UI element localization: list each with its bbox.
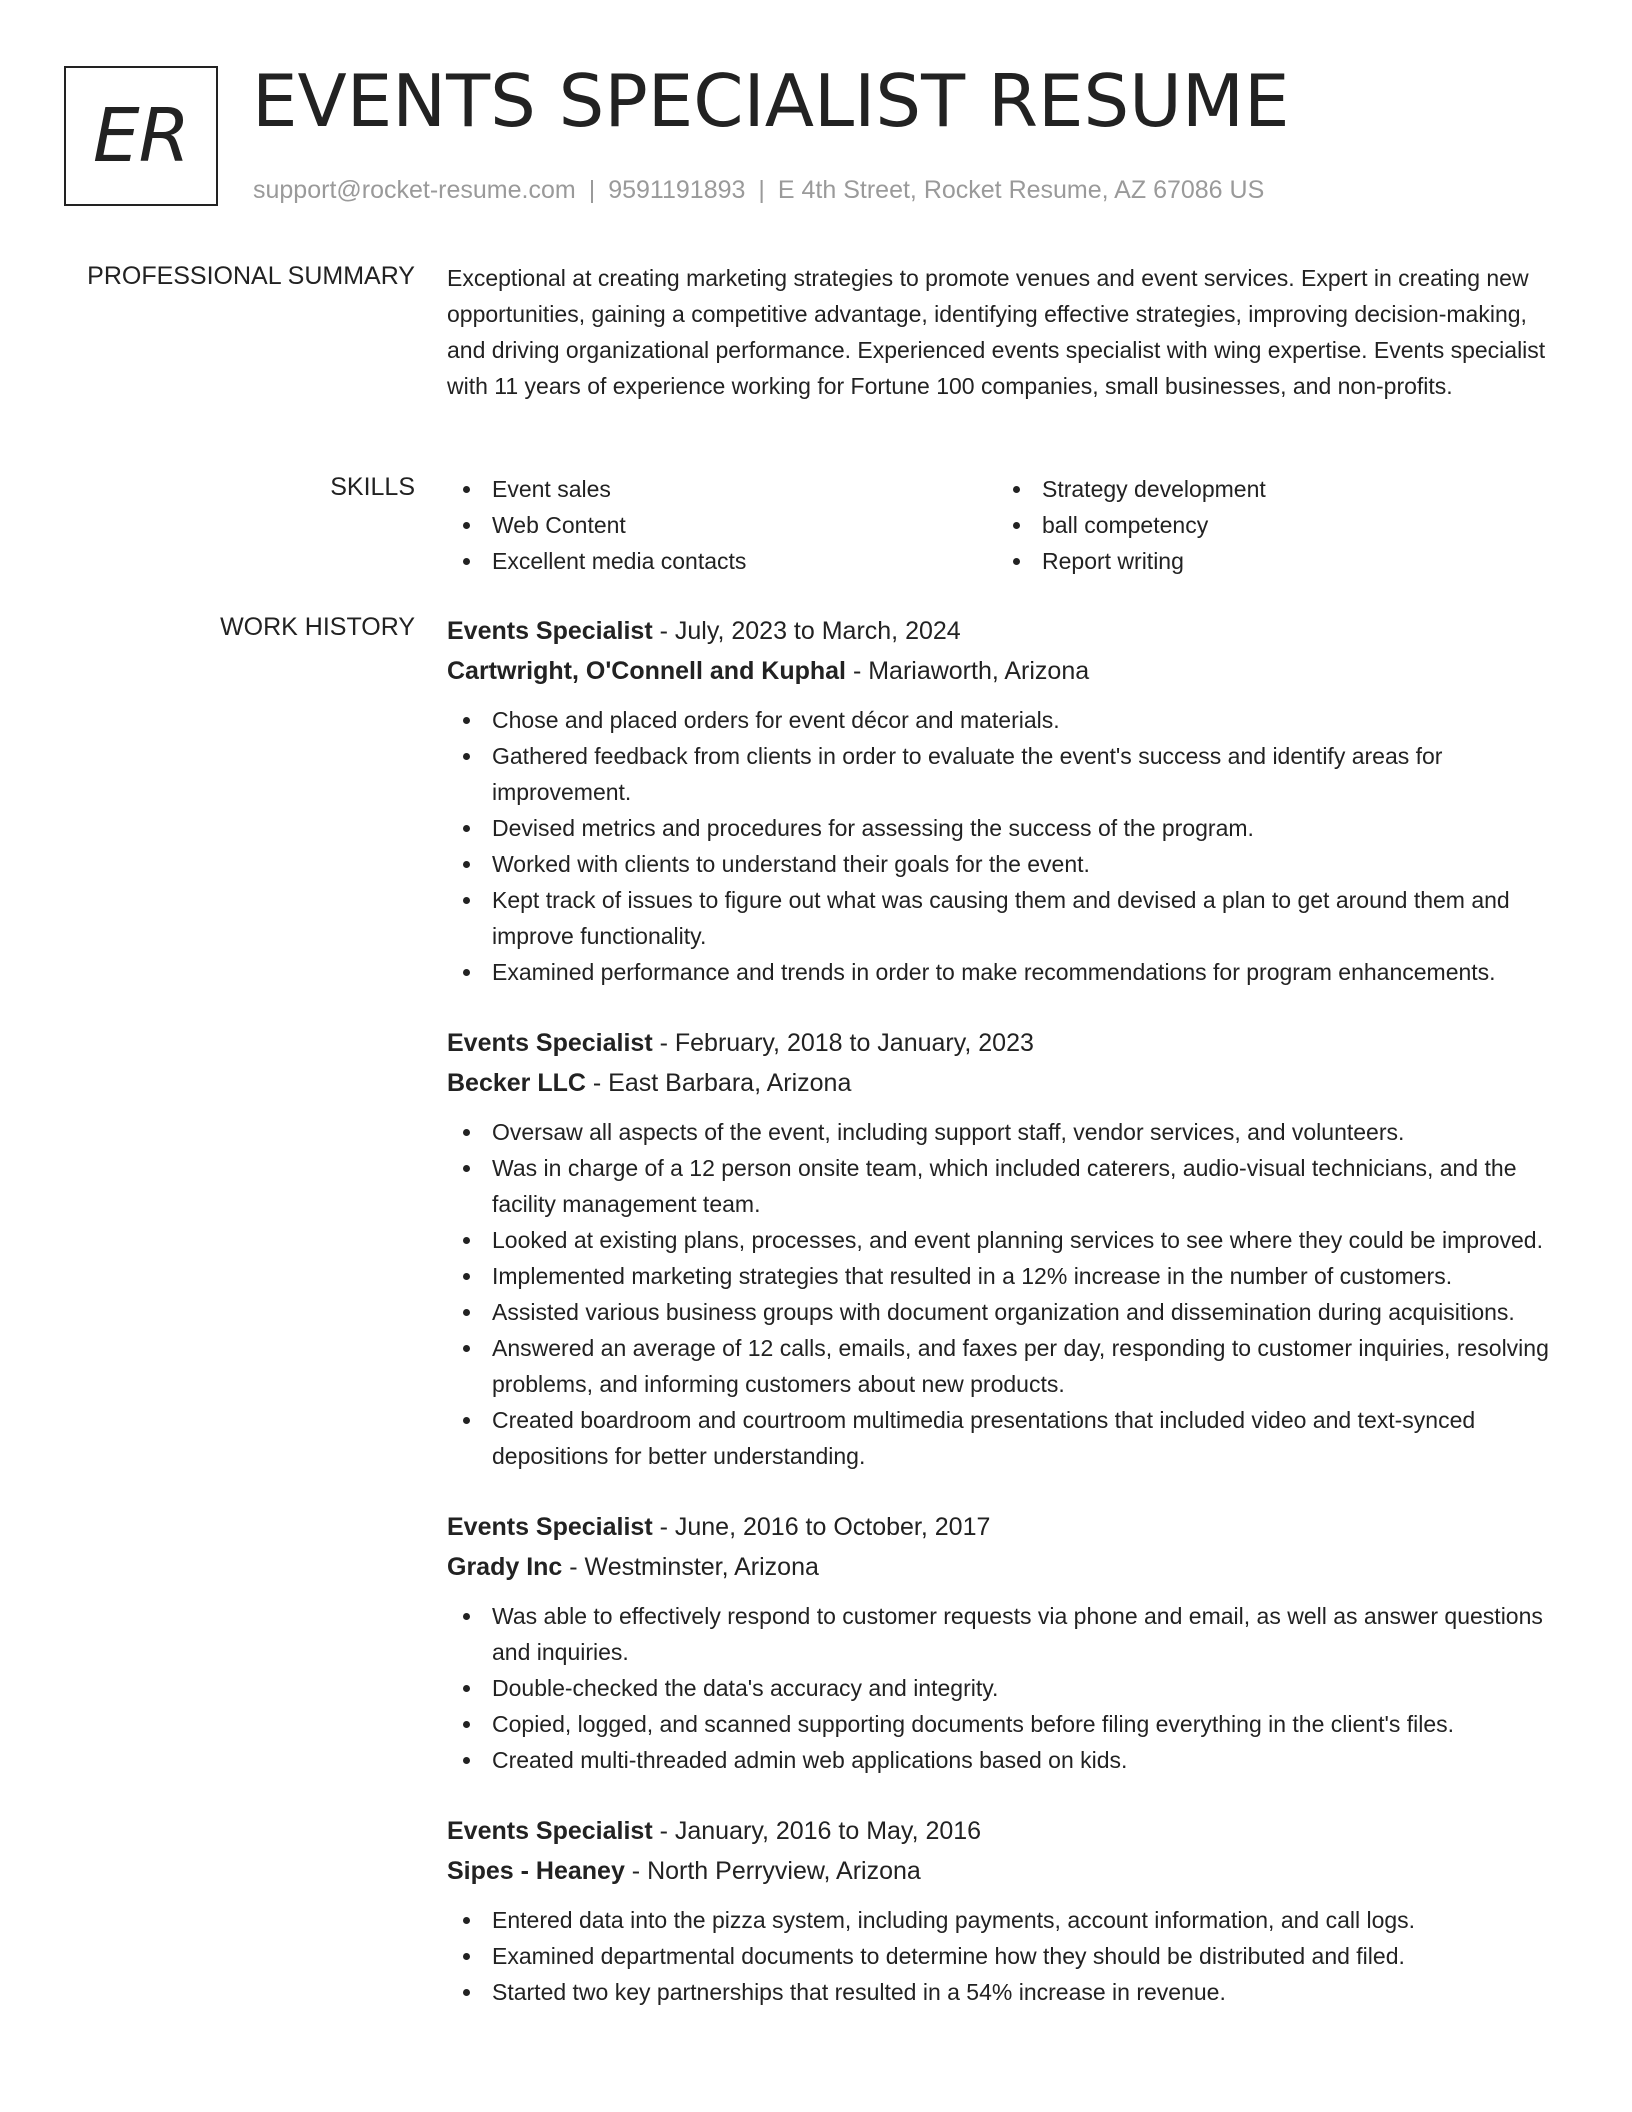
job-company: Becker LLC — [447, 1069, 586, 1097]
skill-item: Event sales — [447, 471, 997, 507]
contact-separator: | — [588, 176, 596, 204]
skill-item: Report writing — [997, 543, 1547, 579]
job-entry — [447, 1811, 1567, 2010]
skill-item: Web Content — [447, 507, 997, 543]
contact-phone[interactable]: 9591191893 — [608, 176, 746, 204]
job-duties-list — [447, 1598, 1567, 1778]
job-company-line — [447, 1851, 1567, 1891]
job-entry — [447, 1507, 1567, 1778]
job-duty: Double-checked the data's accuracy and integrity. — [447, 1670, 1567, 1706]
summary-label: PROFESSIONAL SUMMARY — [87, 262, 415, 290]
job-title: Events Specialist — [447, 1513, 653, 1541]
job-duty: Entered data into the pizza system, including payments, account information, and call logs. — [447, 1902, 1567, 1938]
job-dates: - July, 2023 to March, 2024 — [652, 617, 961, 645]
skill-item: Strategy development — [997, 471, 1547, 507]
job-duty: Looked at existing plans, processes, and event planning services to see where they could be improved. — [447, 1222, 1567, 1258]
work-history-body — [447, 611, 1567, 2043]
job-location: - North Perryview, Arizona — [624, 1857, 921, 1885]
job-location: - East Barbara, Arizona — [585, 1069, 852, 1097]
job-duty: Worked with clients to understand their goals for the event. — [447, 846, 1567, 882]
monogram-initials: ER — [92, 93, 190, 179]
job-dates: - June, 2016 to October, 2017 — [652, 1513, 991, 1541]
job-dates: - January, 2016 to May, 2016 — [652, 1817, 982, 1845]
contact-email[interactable]: support@rocket-resume.com — [253, 176, 576, 204]
summary-text: Exceptional at creating marketing strategies to promote venues and event services. Expert in creating new opportunities, gaining a competitive advantage, identifying effective strategies, improving decision-making, and driving organizational performance. Experienced events specialist with wing expertise. Events specialist with 11 years of experience working for Fortune 100 companies, small businesses, and non-profits. — [447, 265, 1546, 399]
job-location: - Mariaworth, Arizona — [846, 657, 1090, 685]
job-duty: Examined departmental documents to determine how they should be distributed and filed. — [447, 1938, 1567, 1974]
job-dates: - February, 2018 to January, 2023 — [652, 1029, 1034, 1057]
job-company-line — [447, 1547, 1567, 1587]
contact-line — [253, 174, 1264, 206]
contact-address: E 4th Street, Rocket Resume, AZ 67086 US — [777, 176, 1265, 204]
skills-list — [447, 471, 1567, 579]
job-entry — [447, 611, 1567, 990]
job-title-line — [447, 1507, 1567, 1547]
job-location: - Westminster, Arizona — [562, 1553, 819, 1581]
skill-item: Excellent media contacts — [447, 543, 997, 579]
job-duty: Created multi-threaded admin web applications based on kids. — [447, 1742, 1567, 1778]
job-title-line — [447, 1811, 1567, 1851]
job-duty: Created boardroom and courtroom multimedia presentations that included video and text-synced depositions for better understanding. — [447, 1402, 1567, 1474]
job-duties-list — [447, 1114, 1567, 1474]
job-duty: Chose and placed orders for event décor and materials. — [447, 702, 1567, 738]
job-duty: Kept track of issues to figure out what was causing them and devised a plan to get around them and improve functionality. — [447, 882, 1567, 954]
summary-body — [447, 260, 1567, 404]
job-duties-list — [447, 1902, 1567, 2010]
job-duty: Copied, logged, and scanned supporting documents before filing everything in the client's files. — [447, 1706, 1567, 1742]
job-duties-list — [447, 702, 1567, 990]
job-company-line — [447, 651, 1567, 691]
job-title: Events Specialist — [447, 617, 653, 645]
job-company: Sipes - Heaney — [447, 1857, 625, 1885]
job-duty: Was able to effectively respond to customer requests via phone and email, as well as answer questions and inquiries. — [447, 1598, 1567, 1670]
job-duty: Implemented marketing strategies that resulted in a 12% increase in the number of customers. — [447, 1258, 1567, 1294]
job-duty: Started two key partnerships that resulted in a 54% increase in revenue. — [447, 1974, 1567, 2010]
resume-title: EVENTS SPECIALIST RESUME — [252, 59, 1290, 143]
monogram-box — [64, 66, 218, 206]
job-company-line — [447, 1063, 1567, 1103]
skills-body — [447, 471, 1567, 579]
job-title: Events Specialist — [447, 1817, 653, 1845]
job-duty: Examined performance and trends in order to make recommendations for program enhancements. — [447, 954, 1567, 990]
job-title: Events Specialist — [447, 1029, 653, 1057]
job-duty: Assisted various business groups with document organization and dissemination during acquisitions. — [447, 1294, 1567, 1330]
job-duty: Oversaw all aspects of the event, including support staff, vendor services, and volunteers. — [447, 1114, 1567, 1150]
job-duty: Gathered feedback from clients in order to evaluate the event's success and identify areas for improvement. — [447, 738, 1567, 810]
job-duty: Was in charge of a 12 person onsite team, which included caterers, audio-visual technicians, and the facility management team. — [447, 1150, 1567, 1222]
job-company: Grady Inc — [447, 1553, 563, 1581]
skills-label: SKILLS — [330, 473, 415, 501]
contact-separator: | — [758, 176, 765, 204]
job-entry — [447, 1023, 1567, 1474]
job-title-line — [447, 1023, 1567, 1063]
work-history-label: WORK HISTORY — [220, 613, 415, 641]
job-duty: Devised metrics and procedures for assessing the success of the program. — [447, 810, 1567, 846]
skill-item: ball competency — [997, 507, 1547, 543]
job-title-line — [447, 611, 1567, 651]
job-duty: Answered an average of 12 calls, emails, and faxes per day, responding to customer inquiries, resolving problems, and informing customers about new products. — [447, 1330, 1567, 1402]
job-company: Cartwright, O'Connell and Kuphal — [447, 657, 846, 685]
